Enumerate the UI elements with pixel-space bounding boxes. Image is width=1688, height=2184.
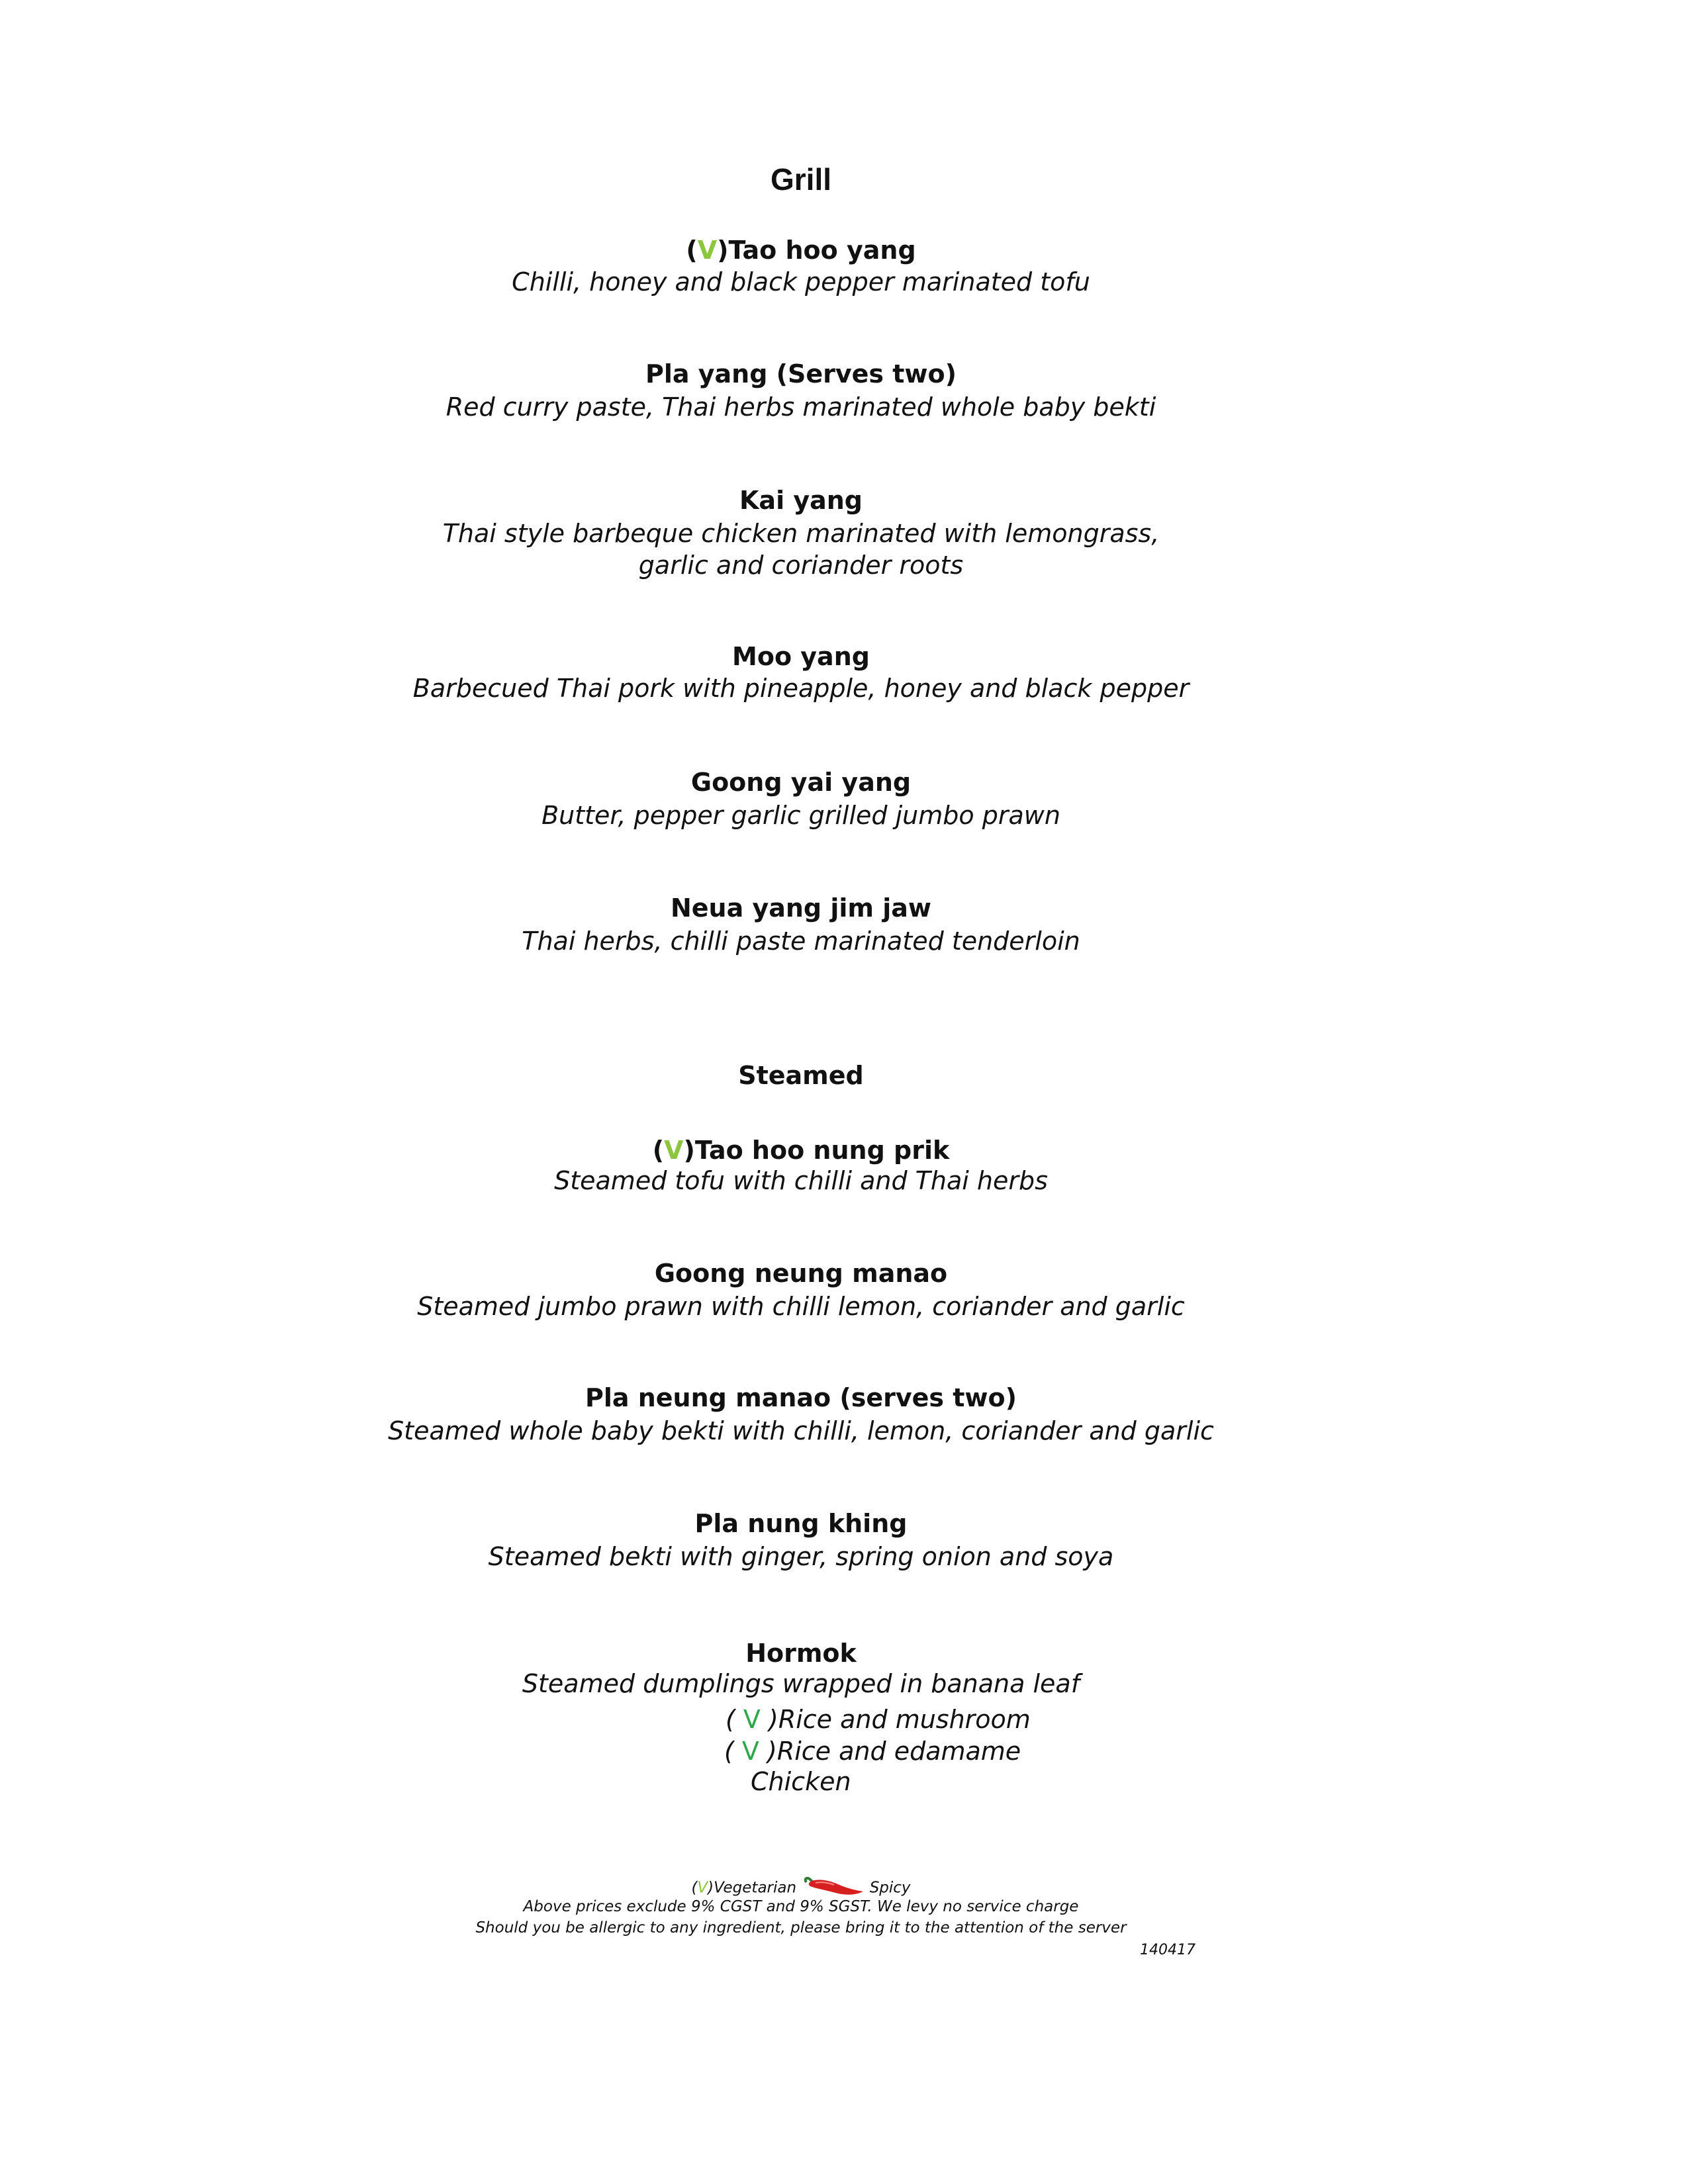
menu-item-name: (V)Tao hoo yang	[686, 236, 916, 265]
menu-item-description: Steamed bekti with ginger, spring onion and soya	[488, 1542, 1114, 1571]
menu-item-description: Steamed tofu with chilli and Thai herbs	[554, 1166, 1048, 1195]
vegetarian-marker: V	[743, 1705, 761, 1734]
menu-item-description: Thai herbs, chilli paste marinated tenderloin	[522, 927, 1080, 956]
dish-name: Tao hoo nung prik	[694, 1136, 950, 1165]
menu-item-name: Goong neung manao	[654, 1259, 948, 1288]
menu-option: ( V )Rice and edamame	[724, 1737, 1021, 1766]
allergy-note: Should you be allergic to any ingredient, please bring it to the attention of the server	[475, 1919, 1127, 1936]
menu-option: Chicken	[751, 1767, 851, 1796]
menu-item-name: Goong yai yang	[690, 768, 912, 797]
menu-option: ( V )Rice and mushroom	[726, 1705, 1031, 1734]
menu-item-description-line2: garlic and coriander roots	[638, 551, 964, 580]
legend-spicy: Spicy	[869, 1879, 911, 1897]
legend-vegetarian: Vegetarian	[714, 1879, 797, 1897]
menu-code: 140417	[1140, 1942, 1196, 1958]
menu-item-description: Steamed jumbo prawn with chilli lemon, coriander and garlic	[417, 1292, 1185, 1321]
menu-item-name: Neua yang jim jaw	[670, 893, 932, 923]
menu-item-description: Butter, pepper garlic grilled jumbo prawn	[541, 801, 1060, 830]
menu-item-description: Steamed whole baby bekti with chilli, lemon, coriander and garlic	[388, 1416, 1214, 1445]
legend: (V)Vegetarian Spicy	[0, 1876, 1602, 1901]
vegetarian-marker: V	[664, 1136, 684, 1165]
menu-item-description: Chilli, honey and black pepper marinated tofu	[512, 267, 1090, 296]
menu-item-description: Red curry paste, Thai herbs marinated whole baby bekti	[445, 392, 1156, 422]
vegetarian-marker: V	[697, 1879, 708, 1897]
steamed-section-title: Steamed	[738, 1061, 864, 1090]
menu-item-name: Kai yang	[739, 486, 863, 515]
menu-item-name: Pla nung khing	[694, 1509, 908, 1538]
dish-name: Tao hoo yang	[728, 236, 916, 265]
menu-item-description-line1: Thai style barbeque chicken marinated with lemongrass,	[442, 519, 1160, 548]
menu-item-name: Pla neung manao (serves two)	[585, 1383, 1017, 1412]
grill-section-title: Grill	[770, 162, 832, 197]
menu-item-name: (V)Tao hoo nung prik	[652, 1136, 950, 1165]
menu-item-name: Hormok	[745, 1639, 857, 1668]
vegetarian-marker: V	[697, 236, 718, 265]
menu-item-name: Pla yang (Serves two)	[645, 359, 957, 388]
vegetarian-marker: V	[741, 1737, 759, 1766]
tax-note: Above prices exclude 9% CGST and 9% SGST. We levy no service charge	[523, 1898, 1079, 1915]
chili-pepper-icon	[801, 1876, 865, 1901]
menu-item-name: Moo yang	[732, 642, 870, 671]
menu-item-description: Steamed dumplings wrapped in banana leaf	[522, 1669, 1080, 1698]
option-label: Rice and edamame	[776, 1737, 1021, 1766]
menu-item-description: Barbecued Thai pork with pineapple, honey and black pepper	[412, 674, 1190, 703]
option-label: Rice and mushroom	[778, 1705, 1031, 1734]
